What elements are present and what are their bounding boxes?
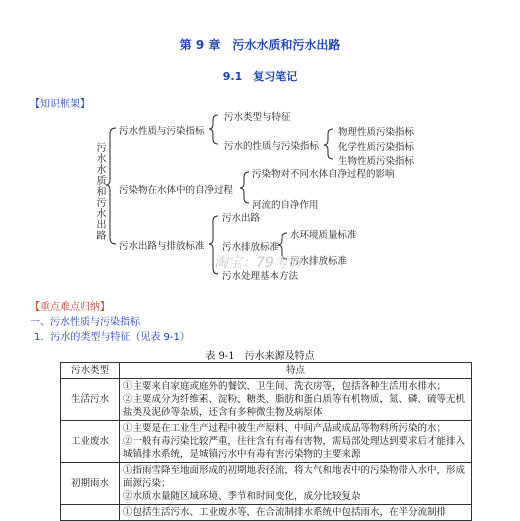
table-header-row [61, 363, 472, 379]
key-points-heading: 【重点难点归纳】 [30, 302, 110, 313]
pollution-source-table [60, 362, 472, 521]
branch-2-child-2: 河流的自净作用 [252, 200, 319, 211]
subheading-1: 一、污水性质与污染指标 [30, 317, 140, 328]
table-header-features: 特点 [120, 363, 472, 379]
branch-3-grandchild-2: 污水排放标准 [290, 256, 348, 267]
table-cell-type: 生活污水 [61, 379, 120, 421]
branch-3: 污水出路与排放标准 [119, 241, 205, 252]
feature-line: ②主要成分为纤维素、淀粉、糖类、脂肪和蛋白质等有机物质，氮、磷、硫等无机盐类及泥砂等杂质，还含有多种微生物及病原体 [123, 394, 466, 418]
table-cell-features [120, 379, 472, 421]
branch-2-child-1: 污染物对不同水体自净过程的影响 [252, 169, 395, 180]
branch-1-grandchild-2: 化学性质污染指标 [338, 142, 415, 153]
table-row [61, 505, 472, 521]
branch1-sub-brace [324, 129, 333, 159]
root-brace [106, 128, 116, 244]
table-cell-features [120, 421, 472, 463]
table-cell-type [61, 505, 120, 521]
branch2-brace [240, 172, 249, 203]
feature-line: ②水质水量随区域环境、季节和时间变化，成分比较复杂 [123, 491, 361, 502]
table-row [61, 421, 472, 463]
table-row [61, 463, 472, 505]
subheading-1-1: 1．污水的类型与特征（见表 9-1） [34, 332, 190, 343]
branch-1-grandchild-1: 物理性质污染指标 [338, 127, 415, 138]
section-title: 9.1 复习笔记 [222, 70, 298, 83]
branch-3-child-2: 污水排放标准 [222, 242, 280, 253]
table-cell-type: 初期雨水 [61, 463, 120, 505]
branch-2: 污染物在水体中的自净过程 [119, 185, 234, 196]
branch-3-grandchild-1: 水环境质量标准 [290, 230, 357, 241]
branch-1-child-2: 污水的性质与污染指标 [224, 141, 320, 152]
feature-line: ①主要来自家庭或庭外的餐饮、卫生间、洗衣房等，包括各种生活用水排水； [123, 381, 447, 392]
watermark: 淘宝：79考研 [214, 255, 302, 271]
table-cell-features [120, 505, 472, 521]
feature-line: ①指雨雪降至地面形成的初期地表径流，将大气和地表中的污染物带入水中，形成面源污染； [123, 465, 466, 489]
branch-1-child-1: 污水类型与特征 [224, 112, 291, 123]
chapter-title: 第 9 章 污水水质和污水出路 [179, 38, 341, 52]
feature-line: ①包括生活污水、工业废水等，在合流制排水系统中包括雨水，在半分流制排 [123, 507, 447, 518]
branch-1: 污水性质与污染指标 [119, 126, 205, 137]
table-row [61, 379, 472, 421]
mindmap-root: 污水水质和污水出路 [94, 142, 105, 241]
table-cell-type: 工业废水 [61, 421, 120, 463]
branch1-brace [209, 115, 218, 144]
branch-1-grandchild-3: 生物性质污染指标 [338, 156, 415, 167]
table-cell-features [120, 463, 472, 505]
branch-3-child-3: 污水处理基本方法 [222, 271, 299, 282]
feature-line: ②一般有毒污染比较严重，往往含有有毒有害物，需局部处理达到要求后才能排入城镇排水系统，是城镇污水中有毒有害污染物的主要来源 [123, 436, 466, 460]
table-caption: 表 9-1 污水来源及特点 [205, 351, 315, 362]
knowledge-heading: 【知识框架】 [30, 99, 90, 110]
branch-3-child-1: 污水出路 [222, 213, 261, 224]
table-header-type: 污水类型 [61, 363, 120, 379]
feature-line: ①主要是在工业生产过程中被生产原料、中间产品或成品等物料所污染的水； [123, 423, 447, 434]
